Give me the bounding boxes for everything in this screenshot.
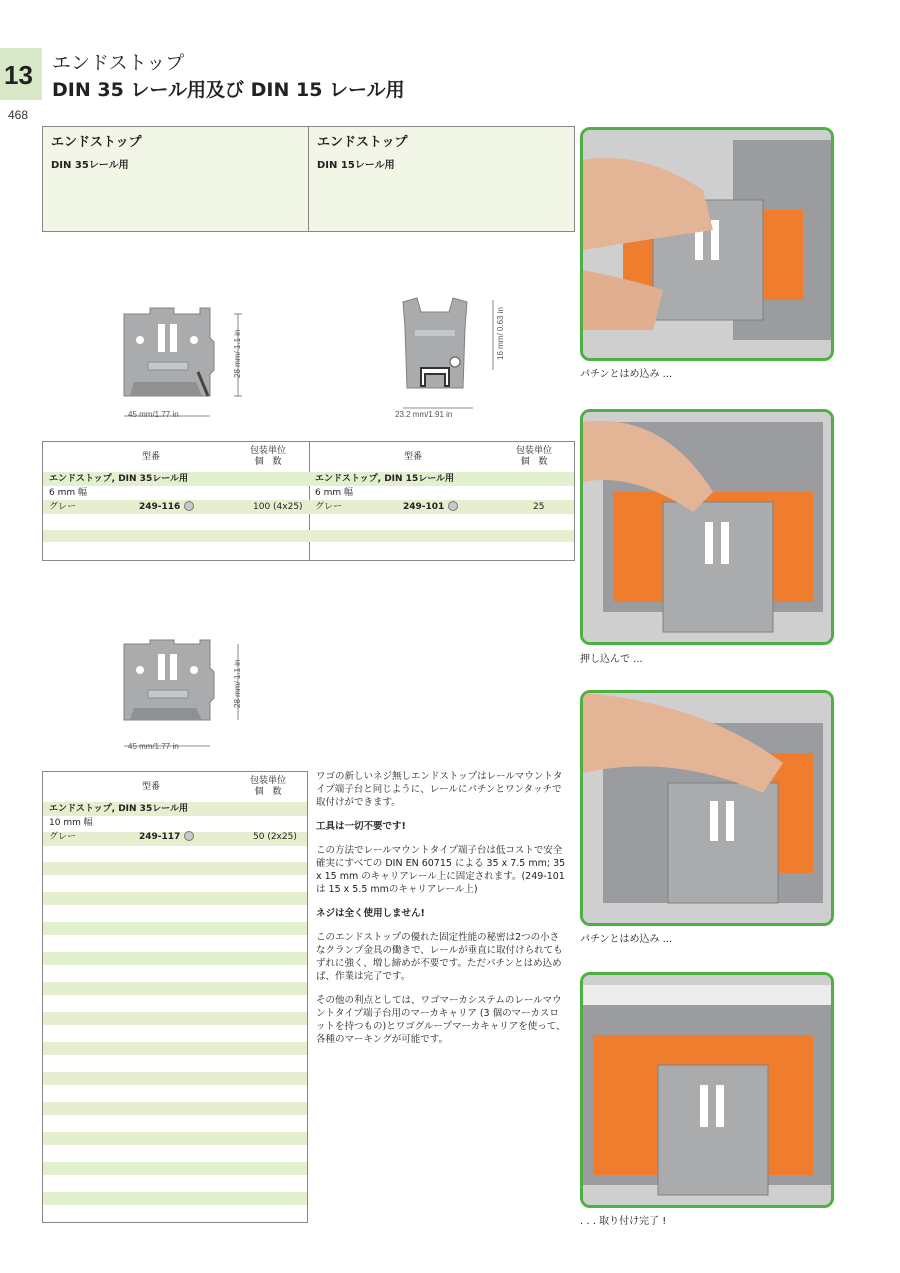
caption-step1: パチンとはめ込み ... [580,369,673,380]
th-pack1-right: 包装単位 [515,446,552,456]
desc-paragraph: このエンドストップの優れた固定性能の秘密は2つの小さなクランプ金具の働きで、レールが垂直に取付けられてもずれに強く、増し締めが不要です。ただパチンとはめ込めば、作業は完了です。 [316,932,563,982]
header-left-sub: DIN 35レール用 [51,160,129,171]
table-stripe-row [43,1012,307,1025]
fig1-height-label: 28 mm/ 1.1 in [233,329,242,378]
th-pack1: 包装単位 [249,776,286,786]
table-stripe-row [43,1072,307,1085]
table-stripe-row [43,952,307,965]
page-title: エンドストップ [52,52,185,74]
table-stripe-row [43,1162,307,1175]
photo-installed-step4 [580,972,834,1208]
th-pack2: 個 数 [254,787,282,797]
table2-color: グレー [49,832,77,842]
caption-step2: 押し込んで ... [580,654,643,665]
table-stripe-row [43,862,307,875]
table1-right-product: エンドストップ, DIN 15レール用 [315,474,455,484]
table1-left-part [139,500,219,514]
header-col-din35 [43,127,309,231]
table-stripe-row [43,892,307,905]
table1-right-part [403,500,483,514]
desc-paragraph: ワゴの新しいネジ無しエンドストップはレールマウントタイプ端子台と同じように、レールにパチンとワンタッチで取付けができます。 [316,771,563,808]
table-stripe-row [43,1042,307,1055]
table-stripe-row [43,922,307,935]
table1-left-qty: 100 (4x25) [253,502,303,512]
table-stripe-row [43,982,307,995]
page-number: 468 [8,108,29,122]
th-type-left: 型番 [141,452,160,462]
table2-qty: 50 (2x25) [253,832,297,842]
th-type-right: 型番 [403,452,422,462]
table-stripe-row [43,1102,307,1115]
fig2-height-label: 16 mm/ 0.63 in [496,307,505,360]
caption-step3: パチンとはめ込み ... [580,934,673,945]
th-pack1-left: 包装単位 [249,446,286,456]
part-number-249-117: 249-117 [139,832,181,842]
desc-highlight: ネジは全く使用しません! [316,908,425,919]
photo-push-in-step2 [580,409,834,645]
table2-width: 10 mm 幅 [49,818,93,828]
order-table-6mm [42,441,575,561]
fig1-width-label: 45 mm/1.77 in [128,410,179,419]
desc-paragraph: この方法でレールマウントタイプ端子台は低コストで安全確実にすべての DIN EN 60715 による 35 x 7.5 mm; 35 x 15 mm のキャリアレール上に固定されます。(249-101は 15 x 5.5 mmのキャリアレール上) [316,845,566,895]
description-text [316,770,568,1057]
part-number-249-116: 249-116 [139,502,181,512]
gray-color-swatch [448,501,458,511]
table1-left-product: エンドストップ, DIN 35レール用 [49,474,189,484]
table-stripe-row [43,1132,307,1145]
gray-color-swatch [184,501,194,511]
page-subtitle: DIN 35 レール用及び DIN 15 レール用 [52,79,405,101]
table2-part [139,830,219,844]
table1-left-color: グレー [49,502,77,512]
gray-color-swatch [184,831,194,841]
part-number-249-101: 249-101 [403,502,445,512]
th-pack2-right: 個 数 [520,457,548,467]
photo-snap-on-step3 [580,690,834,926]
desc-paragraph: その他の利点としては、ワゴマーカシステムのレールマウントタイプ端子台用のマーカキャリア (3 個のマーカスロットを持つもの)とワゴグループマーカキャリアを使って、各種のマーキングが可能です。 [316,995,566,1045]
table2-header [43,772,307,802]
table1-left-width: 6 mm 幅 [49,488,87,498]
chapter-number: 13 [4,60,33,90]
photo-snap-on-step1 [580,127,834,361]
caption-step4: . . . 取り付け完了 ! [580,1216,667,1227]
header-right-sub: DIN 15レール用 [317,160,395,171]
th-type: 型番 [141,782,160,792]
order-table-10mm [42,771,308,1223]
header-col-din15 [309,127,575,231]
fig3-height-label: 28 mm/ 1.1 in [233,659,242,708]
header-left-title: エンドストップ [51,135,142,150]
table1-header [43,442,574,472]
table2-product: エンドストップ, DIN 35レール用 [49,804,189,814]
table-stripe-row [43,1192,307,1205]
fig2-width-label: 23.2 mm/1.91 in [395,410,453,419]
fig3-width-label: 45 mm/1.77 in [128,742,179,751]
table1-right-qty: 25 [533,502,545,512]
table1-right-width: 6 mm 幅 [315,488,353,498]
th-pack2-left: 個 数 [254,457,282,467]
desc-highlight: 工具は一切不要です! [316,821,406,832]
header-right-title: エンドストップ [317,135,408,150]
product-header-box [42,126,575,232]
table1-right-color: グレー [315,502,343,512]
